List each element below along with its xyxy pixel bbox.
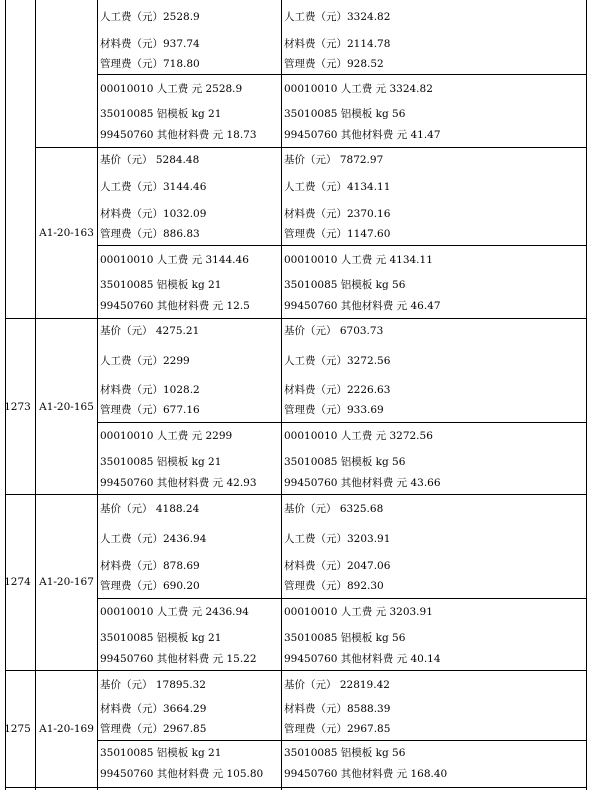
table-bottom-line <box>5 787 587 788</box>
item-cell-right: 99450760 其他材料费 元 41.47 <box>284 129 441 141</box>
base-cell-right: 管理费（元）1147.60 <box>284 228 391 240</box>
base-cell-right: 材料费（元）2370.16 <box>284 208 391 220</box>
base-cell-left: 管理费（元）677.16 <box>100 404 200 416</box>
base-cell-right: 人工费（元）4134.11 <box>284 181 391 193</box>
base-cell-left: 材料费（元）1032.09 <box>100 208 207 220</box>
base-cell-right: 基价（元） 22819.42 <box>284 679 390 691</box>
base-cell-left: 人工费（元）2528.9 <box>100 11 200 23</box>
base-cell-right: 材料费（元）2114.78 <box>284 38 391 50</box>
row1-mid-line <box>97 74 587 75</box>
item-cell-left: 99450760 其他材料费 元 42.93 <box>100 477 257 489</box>
base-cell-right: 人工费（元）3272.56 <box>284 355 391 367</box>
item-cell-right: 35010085 铝模板 kg 56 <box>284 747 406 759</box>
base-cell-right: 材料费（元）2047.06 <box>284 560 391 572</box>
item-cell-left: 35010085 铝模板 kg 21 <box>100 108 222 120</box>
row-number: 1274 <box>4 576 31 588</box>
item-cell-left: 35010085 铝模板 kg 21 <box>100 279 222 291</box>
base-cell-left: 人工费（元）2299 <box>100 355 190 367</box>
item-cell-left: 35010085 铝模板 kg 21 <box>100 632 222 644</box>
item-cell-right: 99450760 其他材料费 元 43.66 <box>284 477 441 489</box>
base-cell-left: 基价（元） 17895.32 <box>100 679 206 691</box>
row3-mid-line <box>97 422 587 423</box>
base-cell-left: 基价（元） 4188.24 <box>100 503 200 515</box>
base-cell-left: 人工费（元）2436.94 <box>100 533 207 545</box>
item-cell-right: 99450760 其他材料费 元 46.47 <box>284 300 441 312</box>
item-cell-left: 35010085 铝模板 kg 21 <box>100 747 222 759</box>
item-cell-right: 00010010 人工费 元 3324.82 <box>284 83 433 95</box>
row-number: 1275 <box>4 723 31 735</box>
item-cell-right: 00010010 人工费 元 4134.11 <box>284 254 433 266</box>
base-cell-left: 管理费（元）886.83 <box>100 228 200 240</box>
base-cell-left: 管理费（元）2967.85 <box>100 723 207 735</box>
base-cell-right: 管理费（元）892.30 <box>284 580 384 592</box>
row-number: 1273 <box>4 401 31 413</box>
row2-bottom-line <box>5 318 587 319</box>
item-cell-right: 35010085 铝模板 kg 56 <box>284 279 406 291</box>
border-right <box>586 0 587 790</box>
base-cell-right: 基价（元） 7872.97 <box>284 154 384 166</box>
border-col3 <box>281 0 282 790</box>
item-cell-right: 35010085 铝模板 kg 56 <box>284 632 406 644</box>
base-cell-right: 管理费（元）928.52 <box>284 58 384 70</box>
item-cell-right: 00010010 人工费 元 3203.91 <box>284 606 433 618</box>
row1-bottom-line <box>35 147 587 148</box>
item-cell-left: 99450760 其他材料费 元 15.22 <box>100 653 257 665</box>
base-cell-right: 人工费（元）3324.82 <box>284 11 391 23</box>
quota-code: A1-20-167 <box>39 576 94 588</box>
row4-bottom-line <box>5 670 587 671</box>
item-cell-left: 99450760 其他材料费 元 105.80 <box>100 768 264 780</box>
base-cell-left: 管理费（元）690.20 <box>100 580 200 592</box>
base-cell-right: 材料费（元）2226.63 <box>284 384 391 396</box>
base-cell-left: 材料费（元）3664.29 <box>100 703 207 715</box>
row4-mid-line <box>97 598 587 599</box>
base-cell-right: 管理费（元）933.69 <box>284 404 384 416</box>
base-cell-right: 基价（元） 6325.68 <box>284 503 384 515</box>
item-cell-right: 00010010 人工费 元 3272.56 <box>284 430 433 442</box>
item-cell-right: 35010085 铝模板 kg 56 <box>284 108 406 120</box>
base-cell-right: 管理费（元）2967.85 <box>284 723 391 735</box>
base-cell-right: 人工费（元）3203.91 <box>284 533 391 545</box>
quota-code: A1-20-169 <box>39 723 94 735</box>
item-cell-right: 99450760 其他材料费 元 40.14 <box>284 653 441 665</box>
quota-code: A1-20-165 <box>39 401 94 413</box>
row3-bottom-line <box>5 494 587 495</box>
border-col1 <box>35 0 36 790</box>
row5-mid-line <box>97 740 587 741</box>
border-col2 <box>97 0 98 790</box>
base-cell-right: 材料费（元）8588.39 <box>284 703 391 715</box>
item-cell-left: 99450760 其他材料费 元 18.73 <box>100 129 257 141</box>
base-cell-left: 材料费（元）1028.2 <box>100 384 200 396</box>
item-cell-right: 35010085 铝模板 kg 56 <box>284 456 406 468</box>
item-cell-left: 00010010 人工费 元 2528.9 <box>100 83 243 95</box>
base-cell-left: 管理费（元）718.80 <box>100 58 200 70</box>
item-cell-left: 00010010 人工费 元 3144.46 <box>100 254 249 266</box>
base-cell-left: 基价（元） 5284.48 <box>100 154 200 166</box>
item-cell-left: 99450760 其他材料费 元 12.5 <box>100 300 250 312</box>
item-cell-left: 00010010 人工费 元 2436.94 <box>100 606 249 618</box>
base-cell-left: 人工费（元）3144.46 <box>100 181 207 193</box>
item-cell-left: 35010085 铝模板 kg 21 <box>100 456 222 468</box>
base-cell-left: 材料费（元）878.69 <box>100 560 200 572</box>
base-cell-left: 基价（元） 4275.21 <box>100 325 200 337</box>
border-left <box>5 0 6 790</box>
quota-code: A1-20-163 <box>39 227 94 239</box>
row2-mid-line <box>97 245 587 246</box>
base-cell-right: 基价（元） 6703.73 <box>284 325 384 337</box>
base-cell-left: 材料费（元）937.74 <box>100 38 200 50</box>
item-cell-left: 00010010 人工费 元 2299 <box>100 430 233 442</box>
item-cell-right: 99450760 其他材料费 元 168.40 <box>284 768 448 780</box>
